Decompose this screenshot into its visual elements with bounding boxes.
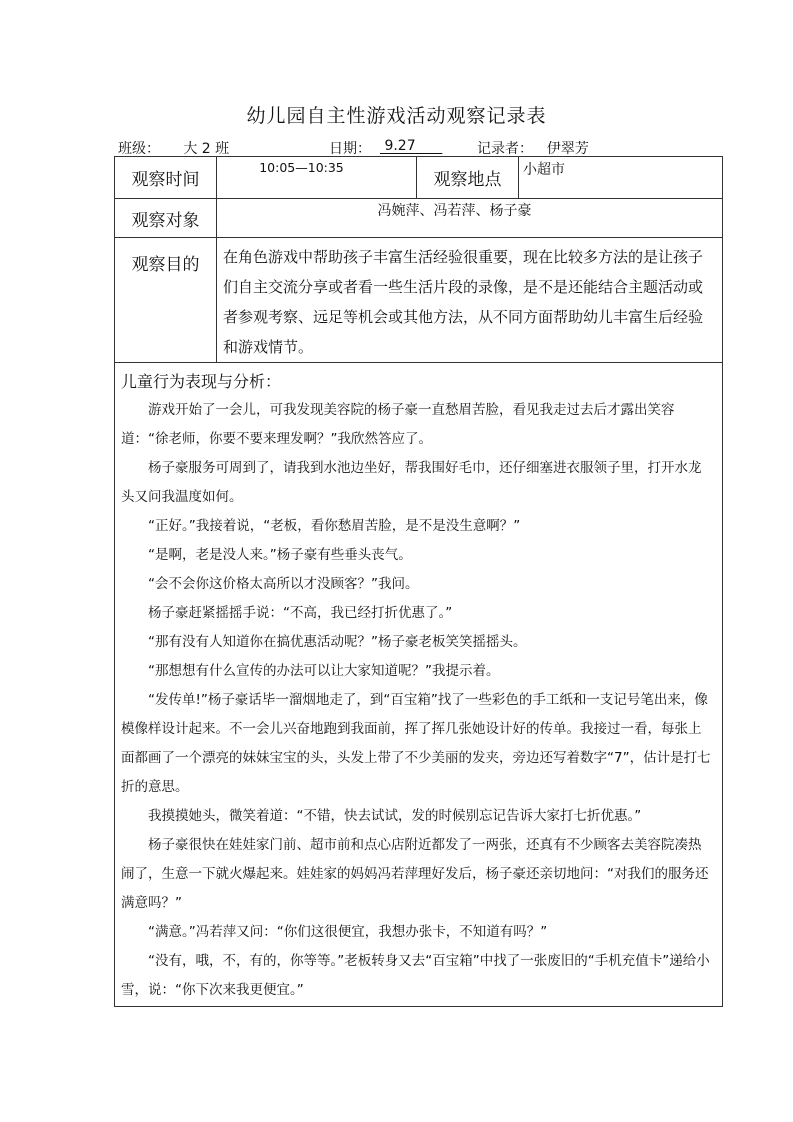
date-value: 9.27 [384, 138, 416, 154]
purpose-label: 观察目的 [115, 238, 217, 363]
analysis-paragraph: 游戏开始了一会儿，可我发现美容院的杨子豪一直愁眉苦脸，看见我走过去后才露出笑容道：“徐老师，你要不要来理发啊？”我欣然答应了。 [121, 402, 675, 447]
analysis-paragraph: 杨子豪服务可周到了，请我到水池边坐好，帮我围好毛巾，还仔细塞进衣服领子里，打开水龙头又问我温度如何。 [121, 460, 702, 505]
location-value: 小超市 [519, 157, 723, 199]
analysis-heading: 儿童行为表现与分析： [121, 372, 282, 391]
analysis-paragraph: “是啊，老是没人来。”杨子豪有些垂头丧气。 [148, 547, 412, 563]
subject-value: 冯婉萍、冯若萍、杨子豪 [217, 199, 723, 238]
analysis-paragraph: “那想想有什么宣传的办法可以让大家知道呢？”我提示着。 [148, 663, 500, 679]
date-label: 日期： [329, 141, 371, 157]
analysis-section [115, 363, 723, 1007]
class-value: 大 2 班 [183, 141, 230, 157]
class-label: 班级： [118, 141, 160, 157]
observation-table [114, 156, 723, 1007]
analysis-paragraph: 我摸摸她头，微笑着道：“不错，快去试试，发的时候别忘记告诉大家打七折优惠。” [148, 808, 642, 824]
recorder-label: 记录者： [477, 141, 533, 157]
time-label: 观察时间 [115, 157, 217, 199]
analysis-paragraph: “会不会你这价格太高所以才没顾客？”我问。 [148, 576, 419, 592]
subject-label: 观察对象 [115, 199, 217, 238]
page-title: 幼儿园自主性游戏活动观察记录表 [246, 105, 547, 127]
analysis-paragraph: 杨子豪赶紧摇摇手说：“不高，我已经打折优惠了。” [148, 605, 453, 621]
analysis-paragraph: “没有，哦，不，有的，你等等。”老板转身又去“百宝箱”中找了一张废旧的“手机充值卡”递给小雪，说：“你下次来我更便宜。” [121, 953, 710, 998]
time-value: 10:05—10:35 [217, 157, 417, 199]
purpose-value: 在角色游戏中帮助孩子丰富生活经验很重要，现在比较多方法的是让孩子们自主交流分享或者看一些生活片段的录像，是不是还能结合主题活动或者参观考察、远足等机会或其他方法，从不同方面帮助幼儿丰富生后经验和游戏情节。 [217, 238, 723, 363]
analysis-paragraph: 杨子豪很快在娃娃家门前、超市前和点心店附近都发了一两张，还真有不少顾客去美容院凑热闹了，生意一下就火爆起来。娃娃家的妈妈冯若萍理好发后，杨子豪还亲切地问：“对我们的服务还满意吗？” [121, 837, 709, 911]
analysis-paragraph: “那有没有人知道你在搞优惠活动呢？”杨子豪老板笑笑摇摇头。 [148, 634, 527, 650]
analysis-paragraph: “正好。”我接着说，“老板，看你愁眉苦脸，是不是没生意啊？” [148, 518, 521, 534]
recorder-value: 伊翠芳 [546, 141, 589, 157]
analysis-paragraph: “发传单!”杨子豪话毕一溜烟地走了，到“百宝箱”找了一些彩色的手工纸和一支记号笔出来，像模像样设计起来。不一会儿兴奋地跑到我面前，挥了挥几张她设计好的传单。我接过一看，每张上面都画了一个漂亮的妹妹宝宝的头，头发上带了不少美丽的发夹，旁边还写着数字“7”，估计是打七折的意思。 [121, 692, 711, 795]
analysis-paragraph: “满意。”冯若萍又问：“你们这很便宜，我想办张卡，不知道有吗？” [148, 924, 548, 940]
location-label: 观察地点 [417, 157, 519, 199]
header-info [118, 138, 678, 158]
